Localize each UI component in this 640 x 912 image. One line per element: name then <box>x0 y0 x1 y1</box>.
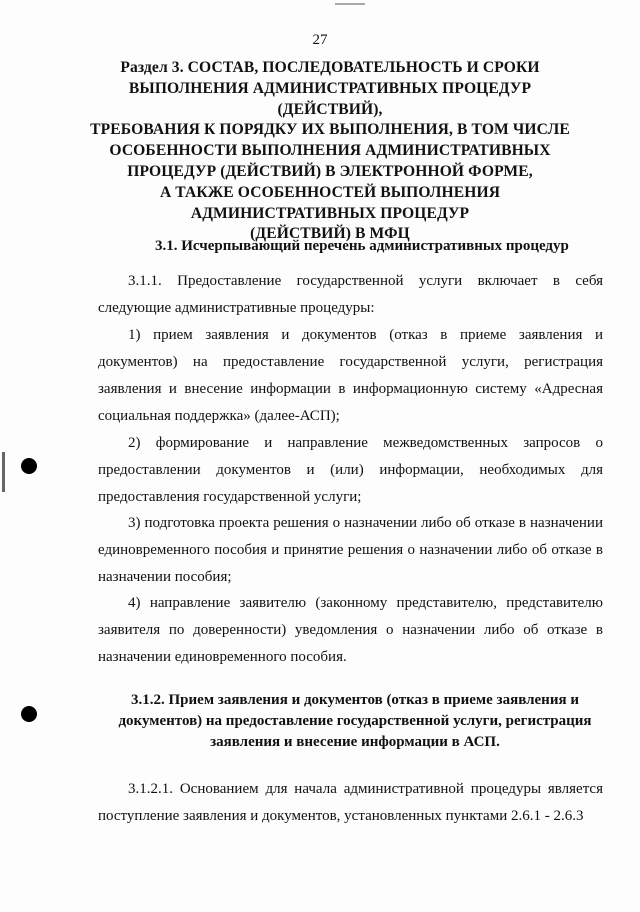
section-title-line: ОСОБЕННОСТИ ВЫПОЛНЕНИЯ АДМИНИСТРАТИВНЫХ <box>109 142 551 160</box>
subsection-heading <box>105 690 605 753</box>
subsection-heading: 3.1. Исчерпывающий перечень административных процедур <box>155 238 569 254</box>
section-title-line: ТРЕБОВАНИЯ К ПОРЯДКУ ИХ ВЫПОЛНЕНИЯ, В ТОМ ЧИСЛЕ <box>90 121 570 139</box>
section-title-line: (ДЕЙСТВИЙ) В МФЦ <box>250 225 410 243</box>
punch-hole <box>21 706 37 722</box>
section-title-line: Раздел 3. СОСТАВ, ПОСЛЕДОВАТЕЛЬНОСТЬ И СРОКИ <box>120 59 540 76</box>
scan-edge-mark <box>2 452 5 492</box>
punch-hole <box>21 458 37 474</box>
paragraph: 3.1.1. Предоставление государственной услуги включает в себя следующие административные процедуры: <box>98 273 603 316</box>
scan-artifact <box>335 3 365 5</box>
paragraph: 3.1.2.1. Основанием для начала административной процедуры является поступление заявления и документов, установленных пунктами 2.6.1 - 2.6.3 <box>98 781 603 824</box>
list-item: 1) прием заявления и документов (отказ в приеме заявления и документов) на предоставление государственной услуги, регистрация заявления и внесение информации в информационную систему «Адресная социальная поддержка» (далее-АСП); <box>98 327 603 424</box>
subsection-heading-line: заявления и внесение информации в АСП. <box>210 734 500 750</box>
list-item: 3) подготовка проекта решения о назначении либо об отказе в назначении единовременного пособия и принятие решения о назначении либо об отказе в назначении пособия; <box>98 515 603 585</box>
section-title <box>85 58 575 245</box>
subsection-heading-line: 3.1.2. Прием заявления и документов (отказ в приеме заявления и <box>131 692 579 708</box>
list-item: 2) формирование и направление межведомственных запросов о предоставлении документов и (или) информации, необходимых для предоставления государственной услуги; <box>98 435 603 505</box>
section-title-line: А ТАКЖЕ ОСОБЕННОСТЕЙ ВЫПОЛНЕНИЯ <box>159 183 501 201</box>
section-title-line: ВЫПОЛНЕНИЯ АДМИНИСТРАТИВНЫХ ПРОЦЕДУР (ДЕЙСТВИЙ), <box>128 79 532 118</box>
page-number: 27 <box>312 32 328 48</box>
section-title-line: ПРОЦЕДУР (ДЕЙСТВИЙ) В ЭЛЕКТРОННОЙ ФОРМЕ, <box>127 162 533 180</box>
section-title-line: АДМИНИСТРАТИВНЫХ ПРОЦЕДУР <box>190 204 470 222</box>
list-item: 4) направление заявителю (законному представителю, представителю заявителя по доверенности) уведомления о назначении либо об отказе в назначении единовременного пособия. <box>98 595 603 665</box>
subsection-heading-line: документов) на предоставление государственной услуги, регистрация <box>118 713 592 729</box>
